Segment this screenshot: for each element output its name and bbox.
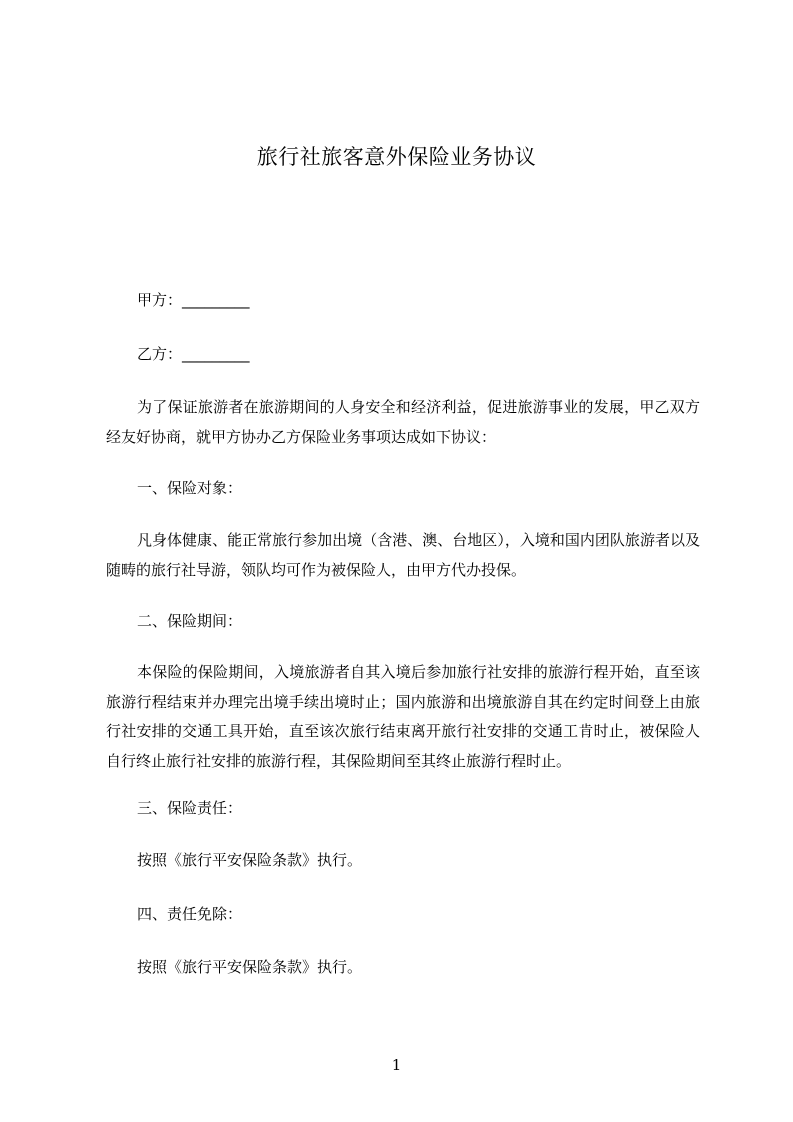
- document-title: 旅行社旅客意外保险业务协议: [256, 145, 537, 169]
- section-3-heading: 三、保险责任：: [137, 799, 243, 817]
- section-4-body: 按照《旅行平安保险条款》执行。: [137, 958, 363, 976]
- section-3-body: 按照《旅行平安保险条款》执行。: [137, 851, 363, 869]
- page-number: 1: [391, 1056, 402, 1074]
- section-1-body: 凡身体健康、能正常旅行参加出境（含港、澳、台地区），入境和国内团队旅游者以及随畴的旅行社导游，领队均可作为被保险人，由甲方代办投保。: [106, 531, 700, 579]
- section-2-heading: 二、保险期间：: [137, 612, 243, 630]
- intro-paragraph: 为了保证旅游者在旅游期间的人身安全和经济利益，促进旅游事业的发展，甲乙双方经友好协商，就甲方协办乙方保险业务事项达成如下协议：: [106, 398, 700, 446]
- party-a-line: 甲方：_________: [137, 291, 250, 309]
- section-4-heading: 四、责任免除：: [137, 905, 243, 923]
- party-b-line: 乙方：_________: [137, 345, 250, 363]
- section-2-body: 本保险的保险期间，入境旅游者自其入境后参加旅行社安排的旅游行程开始，直至该旅游行程结束并办理完出境手续出境时止；国内旅游和出境旅游自其在约定时间登上由旅行社安排的交通工具开始，直至该次旅行结束离开旅行社安排的交通工肯时止，被保险人自行终止旅行社安排的旅游行程，其保险期间至其终止旅游行程时止。: [106, 663, 700, 770]
- section-1-heading: 一、保险对象：: [137, 479, 243, 497]
